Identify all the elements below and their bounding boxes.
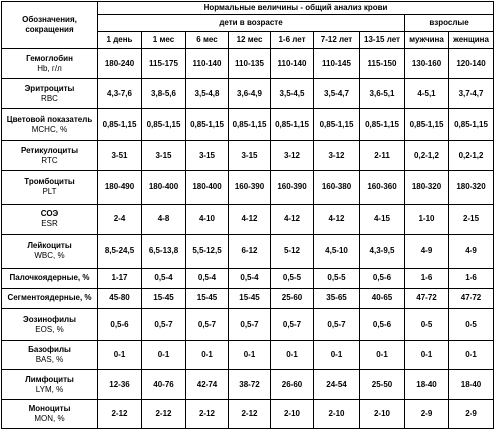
col-male-header: мужчина bbox=[405, 32, 449, 49]
value-cell: 4-9 bbox=[405, 234, 449, 268]
value-cell: 0,5-7 bbox=[186, 308, 229, 340]
value-cell: 3,6-5,1 bbox=[360, 79, 405, 109]
table-row bbox=[2, 288, 494, 308]
value-cell: 3-15 bbox=[186, 141, 229, 171]
value-cell: 47-72 bbox=[405, 288, 449, 308]
value-cell: 2-10 bbox=[314, 400, 360, 429]
value-cell: 40-65 bbox=[360, 288, 405, 308]
value-cell: 18-40 bbox=[405, 370, 449, 400]
value-cell: 5,5-12,5 bbox=[186, 234, 229, 268]
value-cell: 15-45 bbox=[142, 288, 186, 308]
parameter-cell bbox=[2, 234, 98, 268]
value-cell: 2-9 bbox=[405, 400, 449, 429]
parameter-name: Эритроциты bbox=[24, 83, 75, 93]
value-cell: 0,5-4 bbox=[142, 268, 186, 288]
value-cell: 0,5-4 bbox=[229, 268, 271, 288]
value-cell: 0,5-6 bbox=[360, 308, 405, 340]
parameter-cell bbox=[2, 308, 98, 340]
col-female-header: женщина bbox=[449, 32, 494, 49]
table-row bbox=[2, 204, 494, 234]
value-cell: 180-240 bbox=[98, 49, 142, 79]
value-cell: 1-6 bbox=[405, 268, 449, 288]
col-7-12-years-header: 7-12 лет bbox=[314, 32, 360, 49]
value-cell: 130-160 bbox=[405, 49, 449, 79]
col-1-6-years-header: 1-6 лет bbox=[271, 32, 314, 49]
value-cell: 0,85-1,15 bbox=[186, 109, 229, 141]
value-cell: 42-74 bbox=[186, 370, 229, 400]
value-cell: 160-360 bbox=[360, 171, 405, 204]
value-cell: 110-140 bbox=[271, 49, 314, 79]
value-cell: 2-4 bbox=[98, 204, 142, 234]
value-cell: 3-12 bbox=[314, 141, 360, 171]
table-row bbox=[2, 109, 494, 141]
value-cell: 4-9 bbox=[449, 234, 494, 268]
value-cell: 4-8 bbox=[142, 204, 186, 234]
value-cell: 0-5 bbox=[405, 308, 449, 340]
value-cell: 0-1 bbox=[229, 341, 271, 370]
parameter-cell bbox=[2, 268, 98, 288]
value-cell: 25-50 bbox=[360, 370, 405, 400]
value-cell: 180-320 bbox=[405, 171, 449, 204]
col-1-month-header: 1 мес bbox=[142, 32, 186, 49]
value-cell: 3-51 bbox=[98, 141, 142, 171]
value-cell: 115-175 bbox=[142, 49, 186, 79]
value-cell: 4,5-10 bbox=[314, 234, 360, 268]
value-cell: 0,85-1,15 bbox=[142, 109, 186, 141]
children-group-header: дети в возрасте bbox=[98, 15, 405, 32]
parameter-abbreviation: EOS, % bbox=[35, 324, 64, 334]
value-cell: 110-140 bbox=[186, 49, 229, 79]
value-cell: 4-12 bbox=[314, 204, 360, 234]
value-cell: 2-12 bbox=[98, 400, 142, 429]
value-cell: 0-1 bbox=[449, 341, 494, 370]
value-cell: 180-490 bbox=[98, 171, 142, 204]
parameter-cell bbox=[2, 400, 98, 429]
value-cell: 26-60 bbox=[271, 370, 314, 400]
value-cell: 35-65 bbox=[314, 288, 360, 308]
parameter-name: Лейкоциты bbox=[27, 241, 72, 251]
parameter-cell bbox=[2, 341, 98, 370]
adults-group-header: взрослые bbox=[405, 15, 494, 32]
value-cell: 1-6 bbox=[449, 268, 494, 288]
parameter-abbreviation: LYM, % bbox=[35, 384, 64, 394]
parameter-abbreviation: MCHC, % bbox=[31, 124, 68, 134]
value-cell: 120-140 bbox=[449, 49, 494, 79]
parameter-cell bbox=[2, 141, 98, 171]
value-cell: 0-1 bbox=[314, 341, 360, 370]
parameter-name: Ретикулоциты bbox=[20, 145, 79, 155]
parameter-abbreviation: PLT bbox=[42, 187, 57, 197]
table-title: Нормальные величины - общий анализ крови bbox=[98, 2, 494, 15]
value-cell: 0-5 bbox=[449, 308, 494, 340]
value-cell: 0-1 bbox=[186, 341, 229, 370]
value-cell: 4-12 bbox=[229, 204, 271, 234]
value-cell: 3,5-4,5 bbox=[271, 79, 314, 109]
table-row bbox=[2, 79, 494, 109]
value-cell: 45-80 bbox=[98, 288, 142, 308]
value-cell: 0,5-6 bbox=[360, 268, 405, 288]
value-cell: 38-72 bbox=[229, 370, 271, 400]
table-row bbox=[2, 308, 494, 340]
value-cell: 0,85-1,15 bbox=[314, 109, 360, 141]
value-cell: 180-320 bbox=[449, 171, 494, 204]
value-cell: 0,5-4 bbox=[186, 268, 229, 288]
value-cell: 0,85-1,15 bbox=[98, 109, 142, 141]
table-row bbox=[2, 141, 494, 171]
value-cell: 2-10 bbox=[271, 400, 314, 429]
parameter-abbreviation: ESR bbox=[41, 219, 58, 229]
col-6-months-header: 6 мес bbox=[186, 32, 229, 49]
parameter-name: Моноциты bbox=[28, 404, 71, 414]
value-cell: 40-76 bbox=[142, 370, 186, 400]
value-cell: 0-1 bbox=[405, 341, 449, 370]
col-13-15-years-header: 13-15 лет bbox=[360, 32, 405, 49]
value-cell: 6,5-13,8 bbox=[142, 234, 186, 268]
value-cell: 0,2-1,2 bbox=[449, 141, 494, 171]
table-row bbox=[2, 234, 494, 268]
value-cell: 0,85-1,15 bbox=[271, 109, 314, 141]
value-cell: 4-5,1 bbox=[405, 79, 449, 109]
value-cell: 0,5-7 bbox=[229, 308, 271, 340]
table-row bbox=[2, 268, 494, 288]
value-cell: 160-390 bbox=[229, 171, 271, 204]
parameter-abbreviation: Hb, г/л bbox=[37, 63, 62, 73]
value-cell: 4-15 bbox=[360, 204, 405, 234]
value-cell: 5-12 bbox=[271, 234, 314, 268]
value-cell: 115-150 bbox=[360, 49, 405, 79]
value-cell: 2-12 bbox=[142, 400, 186, 429]
value-cell: 180-400 bbox=[142, 171, 186, 204]
parameter-cell bbox=[2, 109, 98, 141]
parameter-abbreviation: BAS, % bbox=[35, 355, 64, 365]
value-cell: 110-145 bbox=[314, 49, 360, 79]
value-cell: 0,85-1,15 bbox=[229, 109, 271, 141]
value-cell: 3,5-4,7 bbox=[314, 79, 360, 109]
value-cell: 15-45 bbox=[229, 288, 271, 308]
parameter-name: Сегментоядерные, % bbox=[7, 293, 92, 303]
parameter-name: Гемоглобин bbox=[26, 53, 73, 63]
parameter-abbreviation: WBC, % bbox=[34, 251, 65, 261]
value-cell: 1-17 bbox=[98, 268, 142, 288]
parameter-cell bbox=[2, 171, 98, 204]
value-cell: 2-12 bbox=[186, 400, 229, 429]
value-cell: 0-1 bbox=[271, 341, 314, 370]
value-cell: 0,5-7 bbox=[271, 308, 314, 340]
value-cell: 0,85-1,15 bbox=[405, 109, 449, 141]
value-cell: 0,5-5 bbox=[271, 268, 314, 288]
value-cell: 4,3-9,5 bbox=[360, 234, 405, 268]
value-cell: 2-12 bbox=[229, 400, 271, 429]
value-cell: 160-380 bbox=[314, 171, 360, 204]
table-row bbox=[2, 370, 494, 400]
blood-test-table bbox=[1, 1, 494, 429]
value-cell: 180-400 bbox=[186, 171, 229, 204]
value-cell: 2-9 bbox=[449, 400, 494, 429]
value-cell: 3-15 bbox=[229, 141, 271, 171]
value-cell: 47-72 bbox=[449, 288, 494, 308]
parameter-cell bbox=[2, 288, 98, 308]
value-cell: 8,5-24,5 bbox=[98, 234, 142, 268]
value-cell: 3-15 bbox=[142, 141, 186, 171]
value-cell: 0-1 bbox=[98, 341, 142, 370]
parameter-cell bbox=[2, 49, 98, 79]
value-cell: 0,5-5 bbox=[314, 268, 360, 288]
value-cell: 3,5-4,8 bbox=[186, 79, 229, 109]
parameter-name: Тромбоциты bbox=[24, 177, 75, 187]
value-cell: 0,5-7 bbox=[142, 308, 186, 340]
value-cell: 4,3-7,6 bbox=[98, 79, 142, 109]
table-row bbox=[2, 341, 494, 370]
col-12-months-header: 12 мес bbox=[229, 32, 271, 49]
value-cell: 2-11 bbox=[360, 141, 405, 171]
parameter-abbreviation: RTC bbox=[41, 155, 58, 165]
parameter-name: Базофилы bbox=[28, 345, 71, 355]
value-cell: 110-135 bbox=[229, 49, 271, 79]
value-cell: 3,7-4,7 bbox=[449, 79, 494, 109]
table-row bbox=[2, 400, 494, 429]
value-cell: 15-45 bbox=[186, 288, 229, 308]
value-cell: 18-40 bbox=[449, 370, 494, 400]
table-row bbox=[2, 49, 494, 79]
value-cell: 0,85-1,15 bbox=[449, 109, 494, 141]
value-cell: 0,2-1,2 bbox=[405, 141, 449, 171]
value-cell: 160-390 bbox=[271, 171, 314, 204]
parameter-cell bbox=[2, 204, 98, 234]
value-cell: 2-10 bbox=[360, 400, 405, 429]
value-cell: 3-12 bbox=[271, 141, 314, 171]
parameter-cell bbox=[2, 79, 98, 109]
parameter-abbreviation: MON, % bbox=[34, 414, 65, 424]
table-body bbox=[2, 49, 494, 429]
value-cell: 4-10 bbox=[186, 204, 229, 234]
parameter-abbreviation: RBC bbox=[41, 93, 58, 103]
parameter-name: Цветовой показатель bbox=[6, 114, 93, 124]
table-row bbox=[2, 171, 494, 204]
value-cell: 0,5-7 bbox=[314, 308, 360, 340]
parameter-name: Лимфоциты bbox=[25, 374, 74, 384]
parameter-name: СОЭ bbox=[40, 209, 59, 219]
col-1-day-header: 1 день bbox=[98, 32, 142, 49]
parameter-name: Палочкоядерные, % bbox=[9, 273, 90, 283]
value-cell: 2-15 bbox=[449, 204, 494, 234]
parameter-name: Эозинофилы bbox=[23, 314, 76, 324]
value-cell: 0-1 bbox=[142, 341, 186, 370]
value-cell: 0,85-1,15 bbox=[360, 109, 405, 141]
value-cell: 0,5-6 bbox=[98, 308, 142, 340]
value-cell: 0-1 bbox=[360, 341, 405, 370]
value-cell: 6-12 bbox=[229, 234, 271, 268]
parameter-cell bbox=[2, 370, 98, 400]
value-cell: 3,6-4,9 bbox=[229, 79, 271, 109]
param-header: Обозначения, сокращения bbox=[2, 2, 98, 49]
value-cell: 1-10 bbox=[405, 204, 449, 234]
value-cell: 24-54 bbox=[314, 370, 360, 400]
value-cell: 12-36 bbox=[98, 370, 142, 400]
value-cell: 25-60 bbox=[271, 288, 314, 308]
value-cell: 4-12 bbox=[271, 204, 314, 234]
value-cell: 3,8-5,6 bbox=[142, 79, 186, 109]
